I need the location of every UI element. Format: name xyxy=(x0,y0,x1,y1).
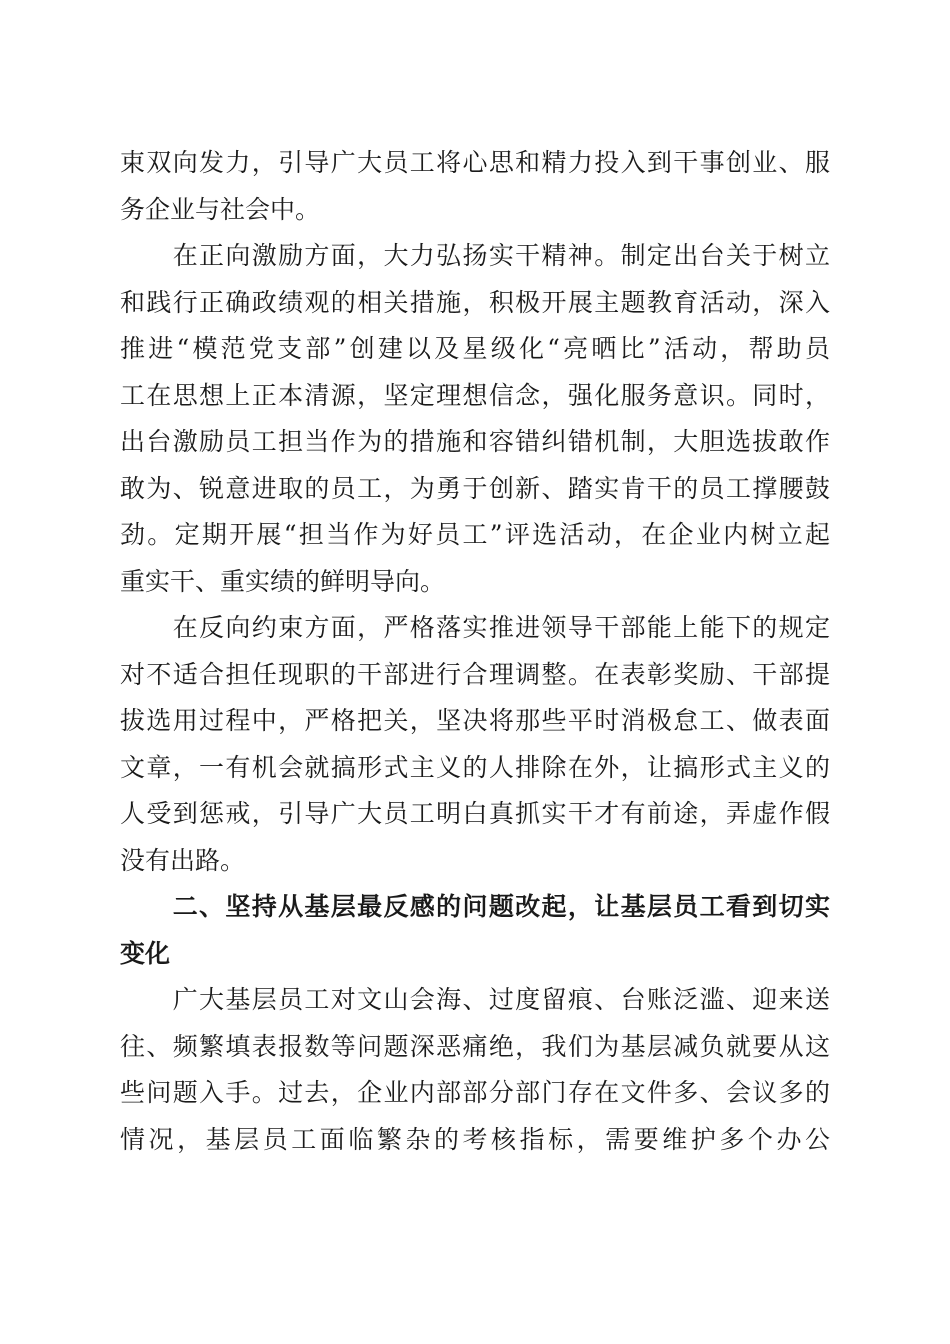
section-heading xyxy=(120,884,830,977)
paragraph xyxy=(120,140,830,233)
text-line: 务企业与社会中。 xyxy=(120,194,321,224)
text-line: 推进“模范党支部”创建以及星级化“亮晒比”活动，帮助员 xyxy=(120,334,830,363)
paragraph xyxy=(120,977,830,1163)
text-line: 重实干、重实绩的鲜明导向。 xyxy=(120,566,446,596)
text-line: 出台激励员工担当作为的措施和容错纠错机制，大胆选拔敢作 xyxy=(120,427,830,456)
text-line: 和践行正确政绩观的相关措施，积极开展主题教育活动，深入 xyxy=(120,287,830,317)
text-line: 人受到惩戒，引导广大员工明白真抓实干才有前途，弄虚作假 xyxy=(120,799,830,828)
document-page xyxy=(120,140,830,1163)
text-line: 广大基层员工对文山会海、过度留痕、台账泛滥、迎来送 xyxy=(120,985,830,1014)
text-line: 些问题入手。过去，企业内部部分部门存在文件多、会议多的 xyxy=(120,1078,830,1107)
text-line: 没有出路。 xyxy=(120,845,246,875)
paragraph xyxy=(120,605,830,884)
text-line: 工在思想上正本清源，坚定理想信念，强化服务意识。同时， xyxy=(120,380,830,410)
text-line: 往、频繁填表报数等问题深恶痛绝，我们为基层减负就要从这 xyxy=(120,1031,830,1061)
text-line: 在反向约束方面，严格落实推进领导干部能上能下的规定 xyxy=(120,613,830,642)
text-line: 劲。定期开展“担当作为好员工”评选活动，在企业内树立起 xyxy=(120,520,830,549)
text-line: 在正向激励方面，大力弘扬实干精神。制定出台关于树立 xyxy=(120,241,830,270)
text-line: 拔选用过程中，严格把关，坚决将那些平时消极怠工、做表面 xyxy=(120,706,830,735)
text-line: 敢为、锐意进取的员工，为勇于创新、踏实肯干的员工撑腰鼓 xyxy=(120,473,830,503)
text-line: 情况，基层员工面临繁杂的考核指标，需要维护多个办公 xyxy=(120,1124,830,1154)
paragraph xyxy=(120,233,830,605)
text-line: 束双向发力，引导广大员工将心思和精力投入到干事创业、服 xyxy=(120,148,830,177)
text-line: 对不适合担任现职的干部进行合理调整。在表彰奖励、干部提 xyxy=(120,659,830,689)
text-line: 文章，一有机会就搞形式主义的人排除在外，让搞形式主义的 xyxy=(120,752,830,782)
heading-line: 二、坚持从基层最反感的问题改起，让基层员工看到切实 xyxy=(120,892,830,921)
heading-line: 变化 xyxy=(120,938,171,968)
